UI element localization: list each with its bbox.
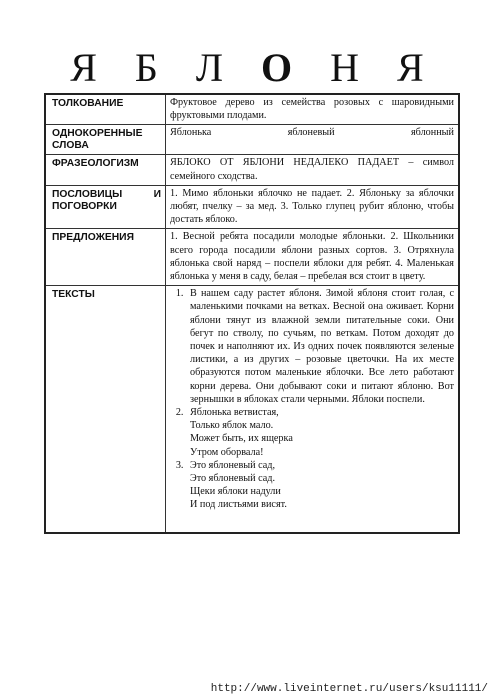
- label-poslovitsy-right: И: [153, 188, 161, 200]
- source-url: http://www.liveinternet.ru/users/ksu11111/: [210, 683, 488, 695]
- word-2: яблоневый: [287, 127, 335, 139]
- word-1: Яблонька: [170, 127, 212, 139]
- text-item-1: [186, 287, 454, 406]
- verse-line: Это яблоневый сад.: [190, 473, 276, 485]
- text-poslovitsy: 1. Мимо яблоньки яблочко не падает. 2. Яблоньку за яблочки любят, пчелку – за мед. 3. Только глупец рубит яблоню, чтобы достать яблоко.: [166, 185, 460, 229]
- row-poslovitsy: [45, 185, 459, 229]
- word-table: [44, 93, 460, 534]
- title-part1: Я Б Л: [70, 45, 262, 90]
- title-part2: О: [261, 45, 307, 90]
- text-predlozheniya: 1. Весной ребята посадили молодые яблоньки. 2. Школьники всего города посадили яблони разных сортов. 3. Отряхнула яблонька свой наряд – поспели яблоки для ребят. 4. Маленькая яблонька у меня в саду, белая – пребелая вся стоит в цвету.: [166, 229, 460, 286]
- label-poslovitsy-left: ПОСЛОВИЦЫ: [52, 188, 123, 200]
- row-odnokorennye: [45, 125, 459, 155]
- text-item-3: [186, 459, 454, 512]
- label-frazeologizm: ФРАЗЕОЛОГИЗМ: [45, 155, 166, 185]
- verse-line: Щеки яблоки надули: [190, 486, 281, 498]
- label-odnokorennye: ОДНОКОРЕННЫЕ СЛОВА: [45, 125, 166, 155]
- text-odnokorennye: [166, 125, 460, 155]
- label-predlozheniya: ПРЕДЛОЖЕНИЯ: [45, 229, 166, 286]
- row-predlozheniya: [45, 229, 459, 286]
- label-tolkovanie: ТОЛКОВАНИЕ: [45, 94, 166, 125]
- texts-list: [170, 287, 454, 511]
- page-title: [0, 44, 494, 92]
- verse-line: Только яблок мало.: [190, 420, 274, 432]
- text-item-2: [186, 406, 454, 459]
- verse-line: Может быть, их ящерка: [190, 433, 293, 445]
- text-tolkovanie: Фруктовое дерево из семейства розовых с шаровидными фруктовыми плодами.: [166, 94, 460, 125]
- row-teksty: [45, 286, 459, 533]
- row-frazeologizm: [45, 155, 459, 185]
- label-poslovitsy-line2: ПОГОВОРКИ: [52, 200, 117, 212]
- text-teksty: [166, 286, 460, 533]
- verse-line: 3. Это яблоневый сад,: [190, 459, 276, 471]
- title-part3: Н Я: [306, 45, 438, 90]
- row-tolkovanie: [45, 94, 459, 125]
- text-frazeologizm: ЯБЛОКО ОТ ЯБЛОНИ НЕДАЛЕКО ПАДАЕТ – символ семейного сходства.: [166, 155, 460, 185]
- verse-line: И под листьями висят.: [190, 499, 287, 511]
- label-poslovitsy: [45, 185, 166, 229]
- verse-line: 2. Яблонька ветвистая,: [190, 407, 279, 419]
- word-3: яблонный: [410, 127, 454, 139]
- text-item-1-body: В нашем саду растет яблоня. Зимой яблоня стоит голая, с маленькими почками на ветках. Весной она оживает. Корни яблони тянут из влажной земли питательные соки. Они бегут по стволу, по сучьям, по веткам. Потом доходят до почек и наполняют их. Из одних почек появляются зеленые листики, а из других – розовые цветочки. На их месте образуются потом маленькие яблочки. Все лето работают корни дерева. Они добывают соки и питают яблоню. Вот зернышки в яблоках стали черными. Яблоки поспели.: [190, 288, 454, 405]
- label-teksty: ТЕКСТЫ: [45, 286, 166, 533]
- verse-line: Утром оборвала!: [190, 446, 264, 458]
